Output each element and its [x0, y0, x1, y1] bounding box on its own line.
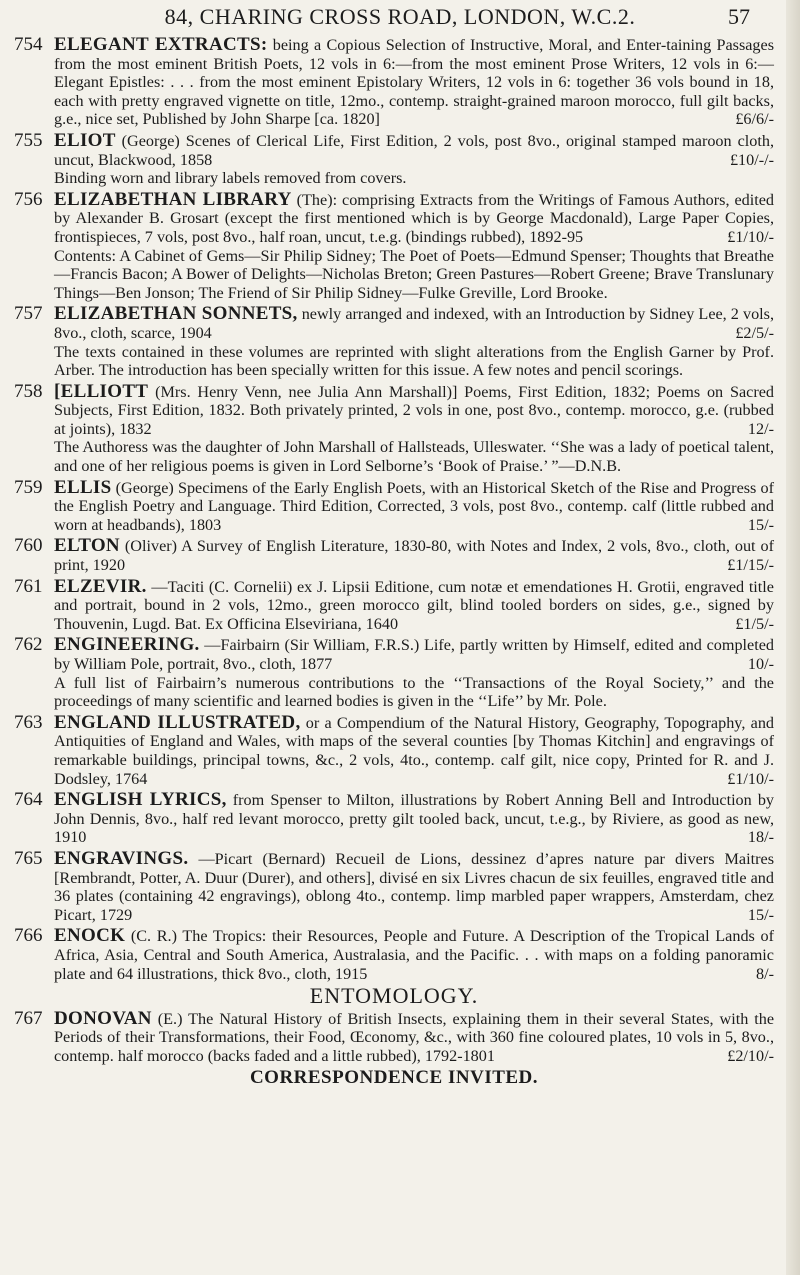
entry-number: 765	[14, 847, 43, 869]
entry-note: The texts contained in these volumes are reprinted with slight alterations from the English Garner by Prof. Arber. The introduction has been specially written for this issue. A few notes and pencil scorings.	[54, 342, 774, 380]
catalogue-entry	[14, 36, 774, 129]
entry-heading: ENGINEERING.	[54, 634, 200, 656]
entry-heading: ENGRAVINGS.	[54, 847, 189, 869]
entry-description: (Oliver) A Survey of English Literature, 1830-80, with Notes and Index, 2 vols, 8vo., cloth, out of print, 1920	[54, 537, 774, 575]
entry-heading: ELIZABETHAN LIBRARY	[54, 188, 292, 210]
entry-price: £6/6/-	[735, 110, 774, 129]
catalogue-entry	[14, 537, 774, 574]
entry-price: £2/5/-	[735, 323, 774, 342]
entry-note: A full list of Fairbairn’s numerous contributions to the ‘‘Transactions of the Royal Society,’’ and the proceedings of many scientific and learned bodies is given in the ‘‘Life’’ by Mr. Pole.	[54, 673, 774, 711]
entry-number: 755	[14, 129, 43, 151]
entry-heading: ENOCK	[54, 925, 126, 947]
catalogue-entry	[14, 380, 774, 476]
entry-number: 764	[14, 789, 43, 811]
entry-heading: ENGLISH LYRICS,	[54, 789, 227, 811]
catalogue-entry	[14, 305, 774, 379]
entry-heading: DONOVAN	[54, 1007, 152, 1029]
entry-number: 754	[14, 34, 43, 55]
catalogue-entry	[14, 791, 774, 847]
catalogue-entry	[14, 129, 775, 188]
entry-description: —Taciti (C. Cornelii) ex J. Lipsii Editione, cum notæ et emendationes H. Grotii, engraved title and portrait, bound in 2 vols, 12mo., green morocco gilt, blind tooled borders on sides, g.e., signed by Thouvenin, Lugd. Bat. Ex Officina Elseviriana, 1640	[54, 577, 774, 633]
entry-list	[14, 36, 774, 983]
catalogue-entry	[14, 636, 774, 710]
entry-number: 762	[14, 634, 43, 656]
entry-number: 767	[14, 1007, 43, 1029]
footer-note: CORRESPONDENCE INVITED.	[249, 1067, 539, 1089]
catalogue-entry	[14, 575, 774, 634]
entry-description: being a Copious Selection of Instructive, Moral, and Enter-taining Passages from the most eminent British Poets, 12 vols in 6:—from the most eminent Prose Writers, 12 vols in 6:—Elegant Epistles: . . . from the most eminent Epistolary Writers, 12 vols in 6: together 36 vols bound in 18, each with pretty engraved vignette on title, 12mo., contemp. straight-grained maroon morocco, full gilt backs, g.e., nice set, Published by John Sharpe [ca. 1820]	[54, 36, 775, 129]
entry-price: £1/15/-	[727, 556, 774, 575]
section-heading: ENTOMOLOGY.	[309, 983, 479, 1009]
entry-note: The Authoress was the daughter of John Marshall of Hallsteads, Ulleswater. ‘‘She was a lady of poetical talent, and one of her religious poems is given in Lord Selborne’s ‘Book of Praise.’ ”—D.N.B.	[54, 438, 774, 476]
entry-list-entomology	[14, 1007, 775, 1066]
entry-note: Contents: A Cabinet of Gems—Sir Philip Sidney; The Poet of Poets—Edmund Spenser; Thoughts that Breathe—Francis Bacon; A Bower of Delights—Nicholas Breton; Green Pastures—Robert Greene; Brave Translunary Things—Ben Jonson; The Friend of Sir Philip Sidney—Fulke Greville, Lord Brooke.	[54, 246, 774, 302]
entry-description: or a Compendium of the Natural History, Geography, Topography, and Antiquities of England and Wales, with maps of the several counties [by Thomas Kitchin] and engravings of remarkable buildings, principal towns, &c., 2 vols, 4to., contemp. calf gilt, nice copy, Printed for R. and J. Dodsley, 1764	[54, 713, 775, 788]
entry-description: (Mrs. Henry Venn, nee Julia Ann Marshall)] Poems, First Edition, 1832; Poems on Sacred Subjects, First Edition, 1832. Both privately printed, 2 vols in one, post 8vo., contemp. morocco, g.e. (rubbed at joints), 1832	[54, 382, 774, 438]
entry-description: —Fairbairn (Sir William, F.R.S.) Life, partly written by Himself, edited and completed by William Pole, portrait, 8vo., cloth, 1877	[54, 636, 774, 673]
entry-description: (E.) The Natural History of British Insects, explaining them in their several States, with the Periods of their Transformations, their Food, Œconomy, &c., with 360 fine coloured plates, 10 vols in 5, 8vo., contemp. half morocco (backs faded and a little rubbed), 1792-1801	[54, 1009, 775, 1065]
page-number: 57	[728, 4, 750, 29]
entry-description: (George) Scenes of Clerical Life, First Edition, 2 vols, post 8vo., original stamped maroon cloth, uncut, Blackwood, 1858	[54, 131, 775, 169]
entry-description: (C. R.) The Tropics: their Resources, People and Future. A Description of the Tropical Lands of Africa, Asia, Central and South America, Australasia, and the Pacific. . . with maps on a folding panoramic plate and 64 illustrations, thick 8vo., cloth, 1915	[54, 927, 774, 983]
entry-description: —Picart (Bernard) Recueil de Lions, dessinez d’apres nature par divers Maitres [Rembrandt, Potter, A. Duur (Durer), and others], divisé en six Livres chacun de six feuilles, engraved title and 36 plates (containing 42 engravings), oblong 4to., contemp. limp marbled paper wrappers, Amsterdam, chez Picart, 1729	[54, 849, 774, 924]
catalogue-entry	[14, 927, 774, 983]
page-header: 84, CHARING CROSS ROAD, LONDON, W.C.2.	[164, 4, 636, 29]
entry-description: from Spenser to Milton, illustrations by Robert Anning Bell and Introduction by John Dennis, 8vo., half red levant morocco, pretty gilt tooled back, uncut, t.e.g., by Riviere, as good as new, 1910	[54, 791, 775, 847]
entry-heading: [ELLIOTT	[54, 380, 149, 402]
entry-number: 760	[14, 535, 43, 557]
entry-number: 758	[14, 380, 43, 402]
catalogue-entry	[14, 711, 775, 788]
entry-price: 12/-	[747, 419, 774, 438]
entry-description: newly arranged and indexed, with an Introduction by Sidney Lee, 2 vols, 8vo., cloth, scarce, 1904	[54, 305, 775, 342]
entry-number: 757	[14, 303, 43, 325]
entry-number: 761	[14, 575, 43, 597]
entry-price: £1/10/-	[727, 227, 774, 246]
entry-number: 756	[14, 188, 43, 210]
entry-heading: ELLIS	[54, 476, 112, 498]
entry-number: 759	[14, 476, 43, 498]
entry-price: 10/-	[747, 655, 774, 673]
catalogue-entries	[14, 36, 774, 1088]
entry-price: 15/-	[747, 905, 774, 924]
entry-heading: ENGLAND ILLUSTRATED,	[54, 711, 301, 733]
entry-number: 766	[14, 925, 43, 947]
page-edge	[786, 0, 800, 1275]
entry-price: £1/5/-	[735, 614, 774, 633]
entry-heading: ELEGANT EXTRACTS:	[54, 34, 268, 55]
catalogue-entry	[14, 476, 775, 535]
entry-heading: ELIOT	[54, 129, 116, 151]
entry-price: £10/-/-	[729, 150, 774, 169]
catalogue-entry	[14, 847, 774, 924]
entry-description: (George) Specimens of the Early English Poets, with an Historical Sketch of the Rise and Progress of the English Poetry and Language. Third Edition, Corrected, 3 vols, post 8vo., contemp. calf (little rubbed and worn at headbands), 1803	[54, 478, 775, 534]
entry-note: Binding worn and library labels removed from covers.	[54, 169, 407, 188]
entry-price: £1/10/-	[727, 769, 774, 788]
catalogue-entry	[14, 188, 775, 303]
entry-heading: ELZEVIR.	[54, 575, 147, 597]
entry-price: 18/-	[747, 828, 774, 847]
entry-number: 763	[14, 711, 43, 733]
entry-heading: ELIZABETHAN SONNETS,	[54, 303, 298, 325]
entry-price: 15/-	[747, 515, 774, 534]
catalogue-entry	[14, 1007, 775, 1066]
entry-description: (The): comprising Extracts from the Writings of Famous Authors, edited by Alexander B. Grosart (except the first mentioned which is by George Macdonald), Large Paper Copies, frontispieces, 7 vols, post 8vo., half roan, uncut, t.e.g. (bindings rubbed), 1892-95	[54, 190, 775, 246]
entry-price: £2/10/-	[727, 1046, 774, 1065]
entry-heading: ELTON	[54, 535, 120, 557]
entry-price: 8/-	[756, 964, 774, 983]
